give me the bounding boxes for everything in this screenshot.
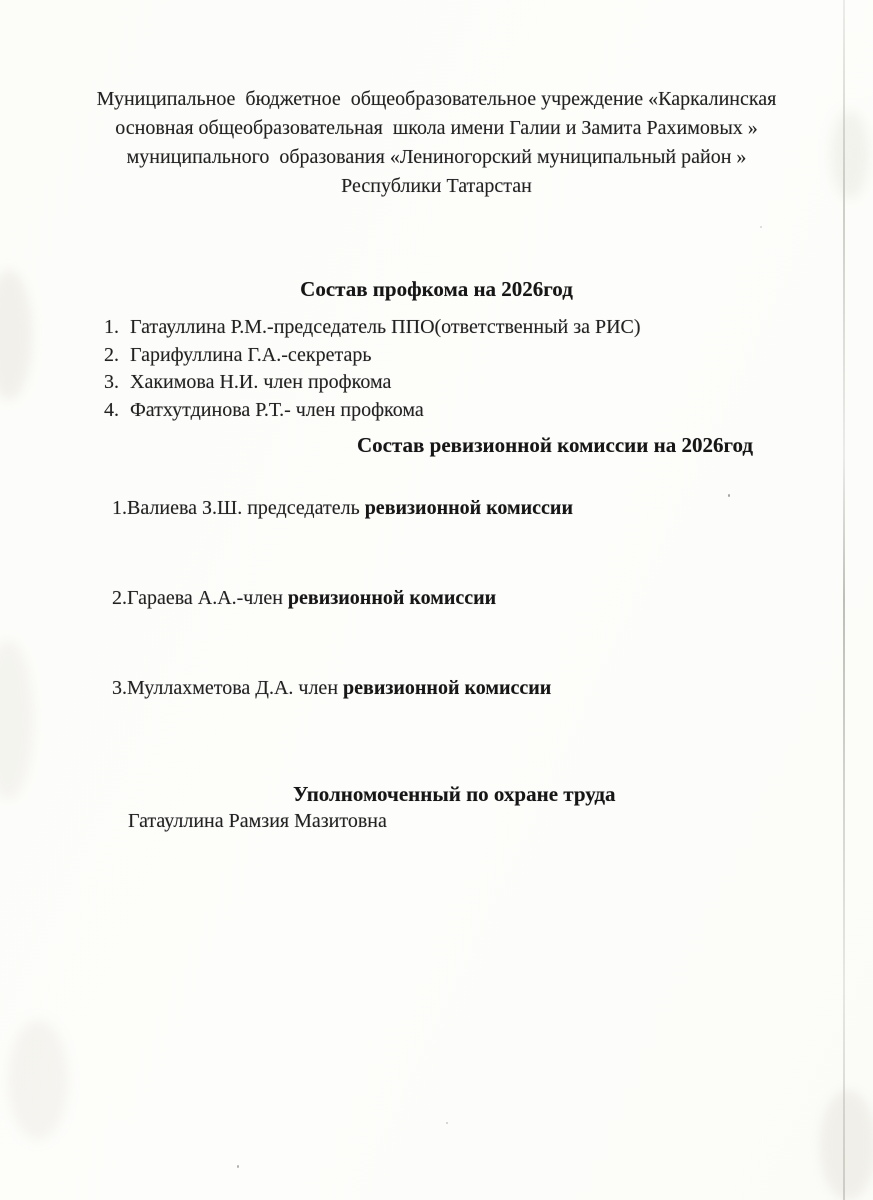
list-item-bold-text: ревизионной комиссии (343, 677, 552, 699)
revision-member-list (82, 472, 873, 724)
list-item-text: Гатауллина Р.М.-председатель ППО(ответственный за РИС) (130, 316, 641, 338)
list-item (104, 397, 873, 425)
scan-smudge (0, 640, 34, 800)
list-item-text: Гарифуллина Г.А.-секретарь (130, 343, 372, 366)
scan-speck (728, 494, 730, 497)
scan-speck (446, 1122, 448, 1124)
safety-section-heading: Уполномоченный по охране труда (293, 782, 616, 806)
list-item-text: Фатхутдинова Р.Т.- член профкома (130, 398, 424, 421)
profkom-member-list (0, 314, 873, 424)
list-item-number: 3. (104, 371, 119, 393)
list-item (82, 652, 873, 724)
list-item-text: 1.Валиева З.Ш. председатель (112, 497, 365, 519)
organization-header-line: Республики Татарстан (341, 175, 532, 197)
list-item-text: 3.Муллахметова Д.А. член (112, 677, 344, 699)
organization-header-line: муниципального образования «Лениногорский муниципальный район » (126, 146, 747, 168)
list-item-bold-text: ревизионной комиссии (287, 587, 497, 609)
scan-smudge (8, 1020, 68, 1140)
profkom-section-heading: Состав профкома на 2026год (300, 277, 573, 301)
organization-header (72, 85, 802, 201)
list-item-bold-text: ревизионной комиссии (364, 497, 573, 519)
organization-header-line: Муниципальное бюджетное общеобразовательное учреждение «Каркалинская (96, 88, 777, 110)
scan-smudge (820, 1090, 873, 1200)
list-item-number: 1. (104, 316, 119, 338)
revision-section-heading: Состав ревизионной комиссии на 2026год (357, 433, 753, 457)
list-item (104, 314, 873, 342)
list-item-number: 2. (104, 343, 119, 366)
scan-speck (237, 1165, 239, 1168)
list-item (82, 472, 873, 544)
list-item-text: Хакимова Н.И. член профкома (130, 371, 392, 393)
list-item-number: 4. (104, 398, 119, 421)
list-item (104, 342, 873, 370)
safety-officer-name: Гатауллина Рамзия Мазитовна (128, 810, 387, 832)
scan-speck (760, 226, 762, 228)
list-item-text: 2.Гараева А.А.-член (112, 587, 288, 609)
list-item (82, 562, 873, 634)
organization-header-line: основная общеобразовательная школа имени Галии и Замита Рахимовых » (115, 117, 758, 139)
scan-smudge (830, 110, 870, 200)
list-item (104, 369, 873, 397)
